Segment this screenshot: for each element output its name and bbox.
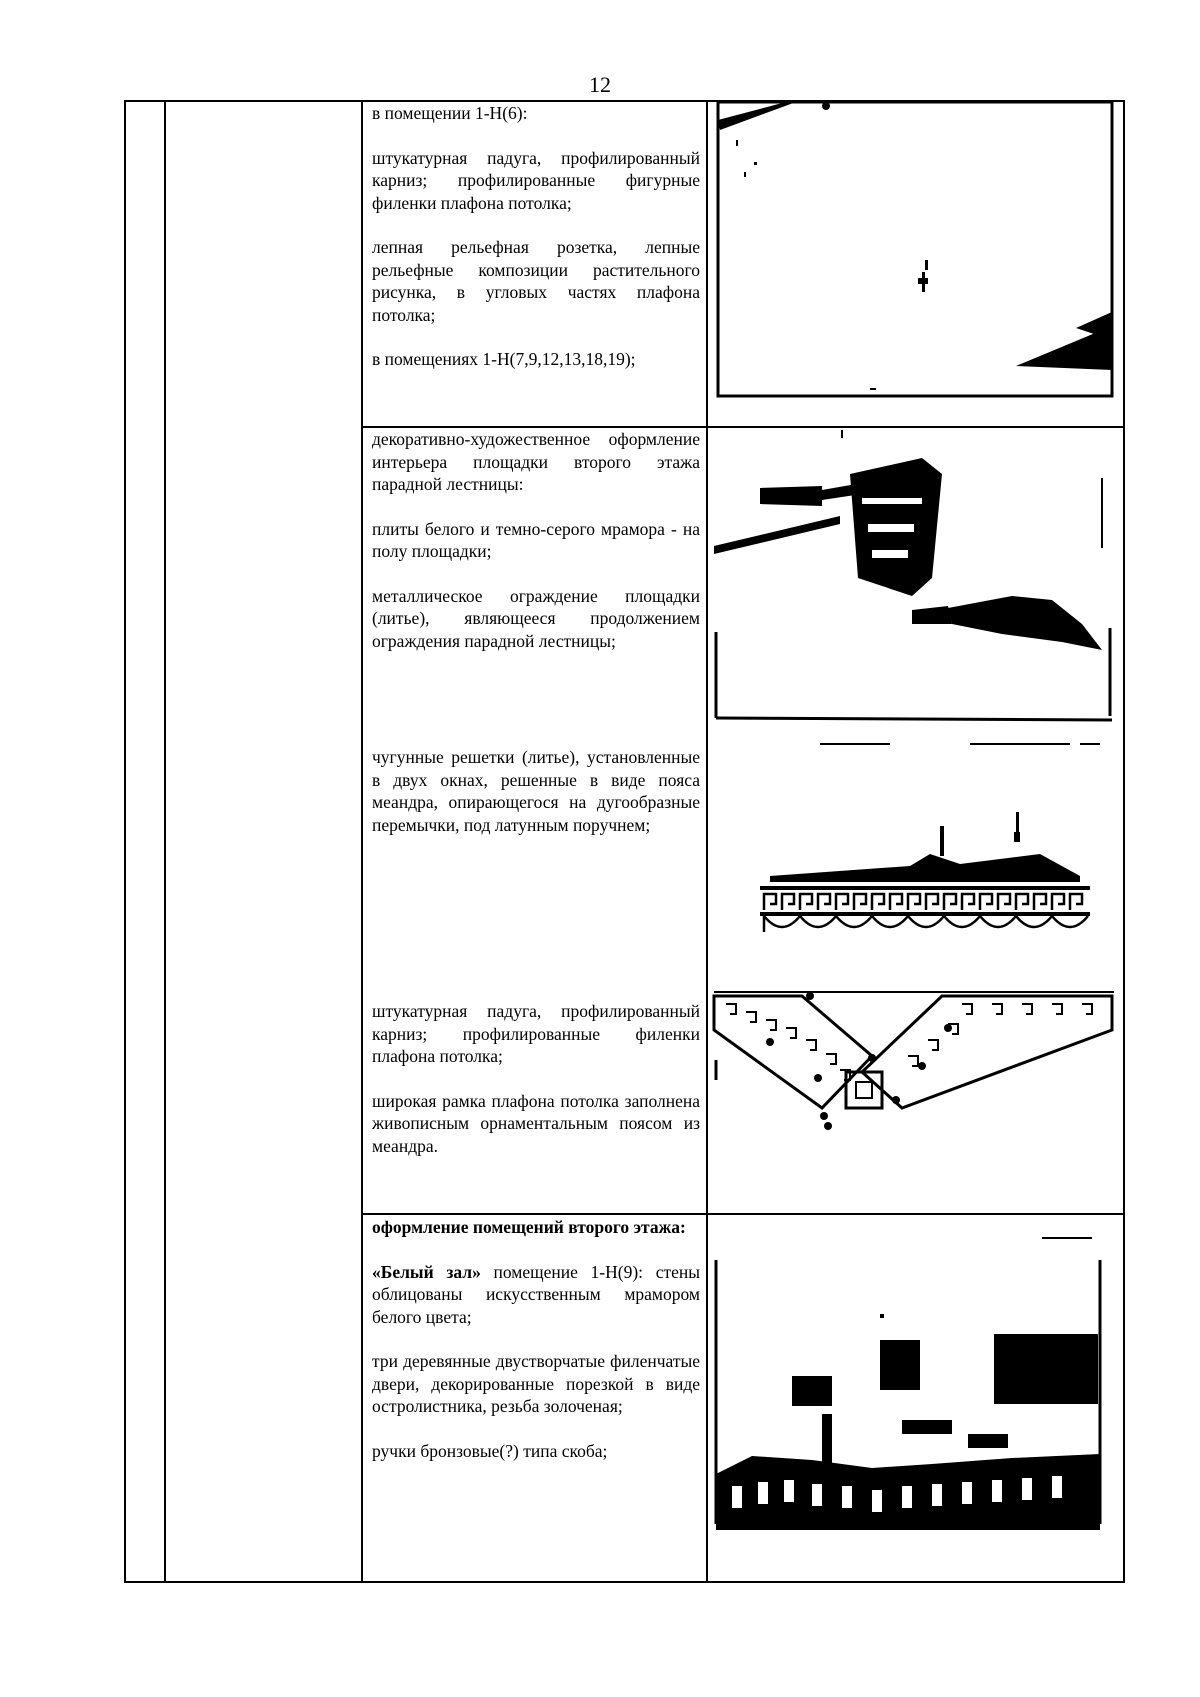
row-3-text <box>372 746 700 836</box>
white-hall-photo <box>712 1224 1116 1530</box>
white-hall-description: помещение 1-Н(9): стены облицованы искусственным мрамором белого цвета; <box>372 1261 700 1327</box>
row-5-lead <box>372 1261 700 1329</box>
row-5-para-1: три деревянные двустворчатые филенчатые двери, декорированные порезкой в виде остролистника, резьба золоченая; <box>372 1351 700 1416</box>
row-4-para-1: штукатурная падуга, профилированный карниз; профилированные филенки плафона потолка; <box>372 1001 700 1066</box>
landing-railing-photo <box>712 428 1116 724</box>
row-1-para-4: в помещениях 1-Н(7,9,12,13,18,19); <box>372 349 636 369</box>
row-2-para-1: декоративно-художественное оформление интерьера площадки второго этажа парадной лестницы: <box>372 429 700 494</box>
meander-grille-photo <box>740 736 1110 936</box>
white-hall-title: «Белый зал» <box>372 1261 481 1282</box>
page-number: 12 <box>589 72 611 97</box>
ceiling-meander-frame-photo <box>712 990 1116 1140</box>
row-2-text <box>372 428 700 652</box>
row-4-text <box>372 1000 700 1157</box>
row-1-para-2: штукатурная падуга, профилированный карниз; профилированные фигурные филенки плафона потолка; <box>372 147 700 213</box>
row-1-para-3: лепная рельефная розетка, лепные рельефные композиции растительного рисунка, в угловых частях плафона потолка; <box>372 237 700 325</box>
row-3-para-1: чугунные решетки (литье), установленные в двух окнах, решенные в виде пояса меандра, опирающегося на дугообразные перемычки, под латунным поручнем; <box>372 747 700 835</box>
ceiling-rosette-photo <box>716 100 1114 398</box>
row-1-para-1: в помещении 1-Н(6): <box>372 103 528 123</box>
row-2-para-3: металлическое ограждение площадки (литье), являющееся продолжением ограждения парадной лестницы; <box>372 585 700 651</box>
row-5-text <box>372 1216 700 1462</box>
row-1-text <box>372 102 700 371</box>
row-2-para-2: плиты белого и темно-серого мрамора - на полу площадки; <box>372 518 700 561</box>
row-5-heading: оформление помещений второго этажа: <box>372 1217 686 1237</box>
row-5-para-2: ручки бронзовые(?) типа скоба; <box>372 1440 608 1461</box>
row-4-para-2: широкая рамка плафона потолка заполнена живописным орнаментальным поясом из меандра. <box>372 1090 700 1156</box>
